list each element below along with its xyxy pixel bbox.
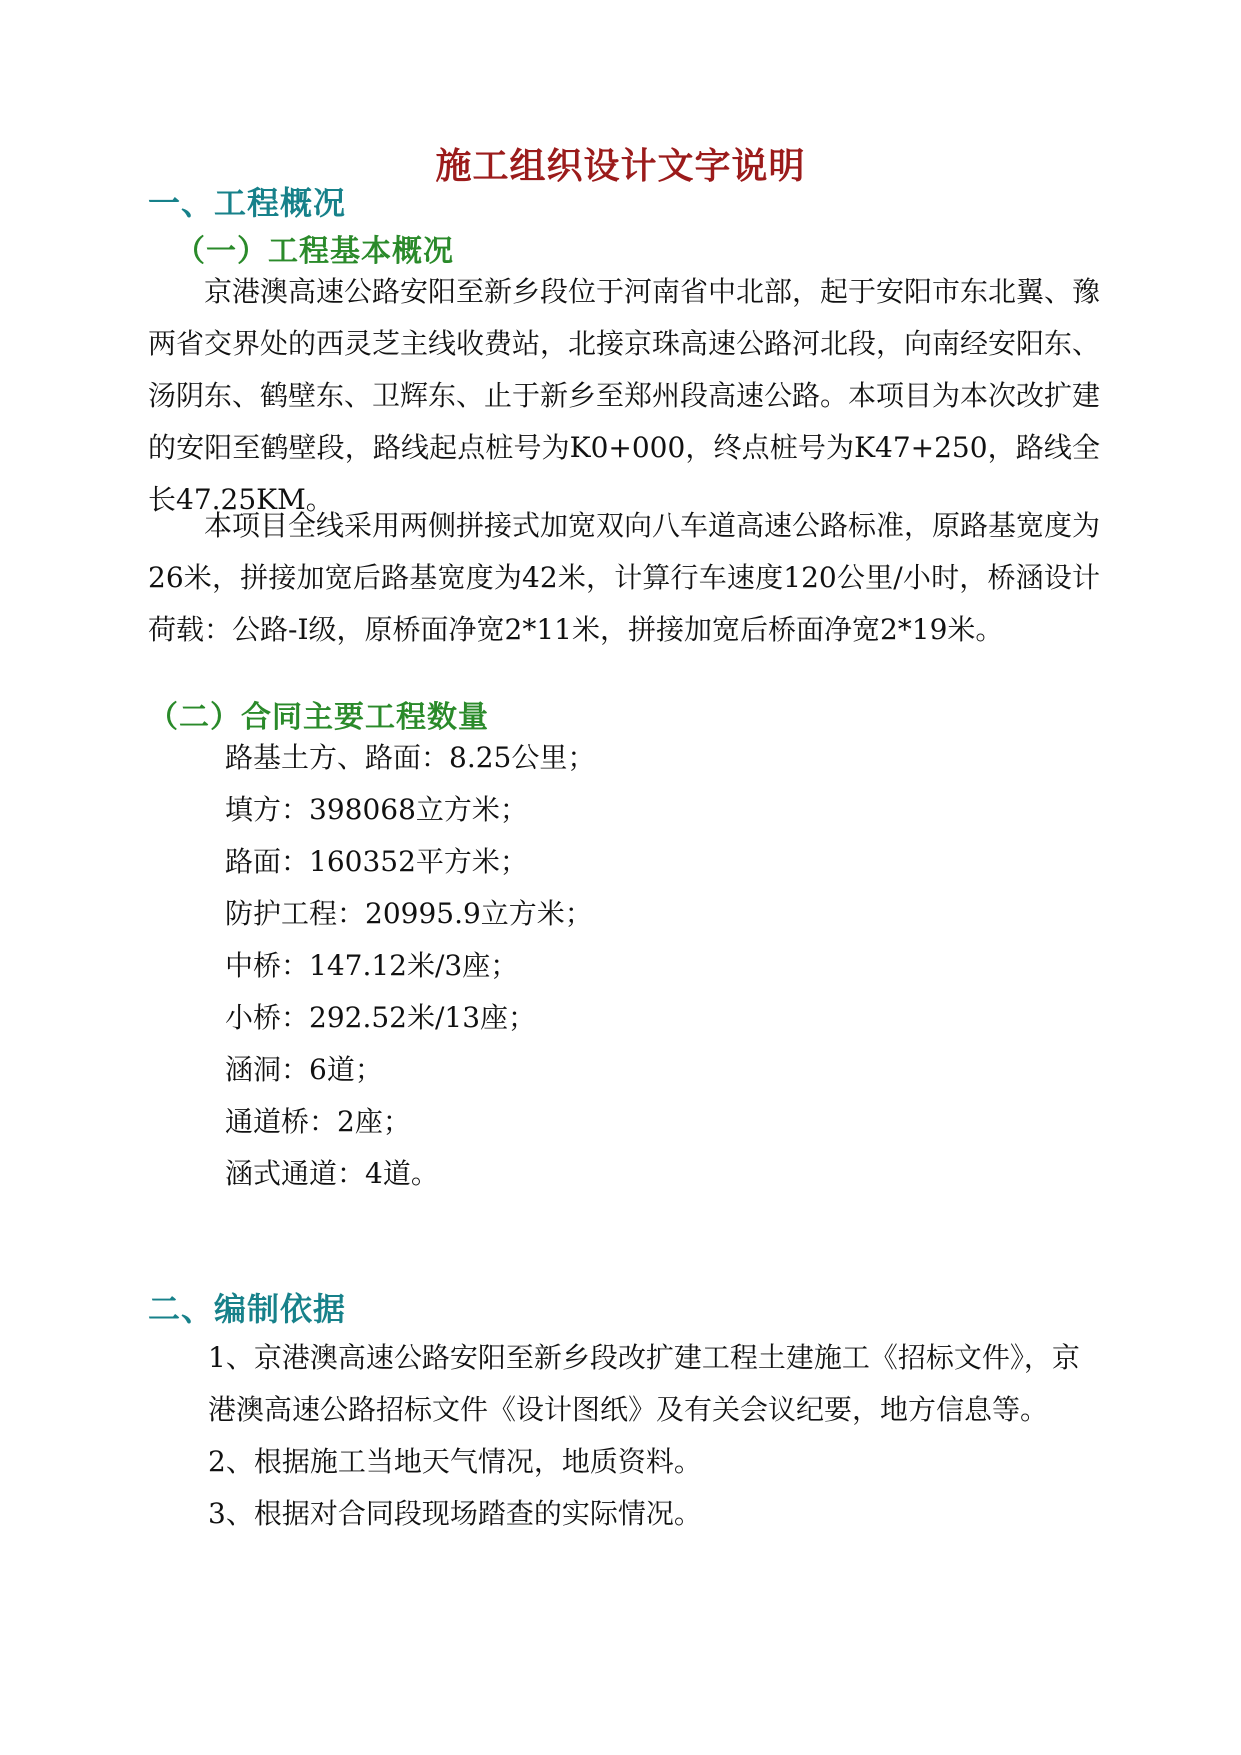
list-item: 2、根据施工当地天气情况，地质资料。 bbox=[208, 1445, 702, 1478]
overview-paragraph: 京港澳高速公路安阳至新乡段位于河南省中北部，起于安阳市东北翼、豫两省交界处的西灵芝主线收费站，北接京珠高速公路河北段，向南经安阳东、汤阴东、鹤壁东、卫辉东、止于新乡至郑州段高速公路。本项目为本次改扩建的安阳至鹤壁段，路线起点桩号为K0+000，终点桩号为K47+250，路线全长47.25KM。 bbox=[148, 275, 1101, 516]
list-item: 1、京港澳高速公路安阳至新乡段改扩建工程土建施工《招标文件》，京港澳高速公路招标文件《设计图纸》及有关会议纪要，地方信息等。 bbox=[208, 1341, 1080, 1426]
quantity-list bbox=[225, 732, 595, 1200]
document-title: 施工组织设计文字说明 bbox=[435, 145, 806, 187]
standard-paragraph: 本项目全线采用两侧拼接式加宽双向八车道高速公路标准，原路基宽度为26米，拼接加宽后路基宽度为42米，计算行车速度120公里/小时，桥涵设计荷载：公路-Ⅰ级，原桥面净宽2*11米，拼接加宽后桥面净宽2*19米。 bbox=[148, 509, 1101, 646]
list-item: 填方：398068立方米； bbox=[225, 793, 528, 826]
section-heading-basis: 二、编制依据 bbox=[148, 1290, 347, 1328]
subsection-heading-basic-overview: （一）工程基本概况 bbox=[175, 234, 454, 269]
section-heading-overview: 一、工程概况 bbox=[148, 184, 347, 222]
list-item: 中桥：147.12米/3座； bbox=[225, 949, 519, 982]
list-item: 涵式通道：4道。 bbox=[225, 1157, 439, 1190]
list-item: 路基土方、路面：8.25公里； bbox=[225, 741, 596, 774]
list-item: 小桥：292.52米/13座； bbox=[225, 1001, 537, 1034]
list-item: 涵洞：6道； bbox=[225, 1053, 383, 1086]
list-item: 路面：160352平方米； bbox=[225, 845, 528, 878]
basis-list bbox=[148, 1332, 1100, 1540]
list-item: 通道桥：2座； bbox=[225, 1105, 411, 1138]
list-item: 3、根据对合同段现场踏查的实际情况。 bbox=[208, 1497, 702, 1530]
subsection-heading-contract-quantities: （二）合同主要工程数量 bbox=[148, 700, 489, 735]
list-item: 防护工程：20995.9立方米； bbox=[225, 897, 593, 930]
